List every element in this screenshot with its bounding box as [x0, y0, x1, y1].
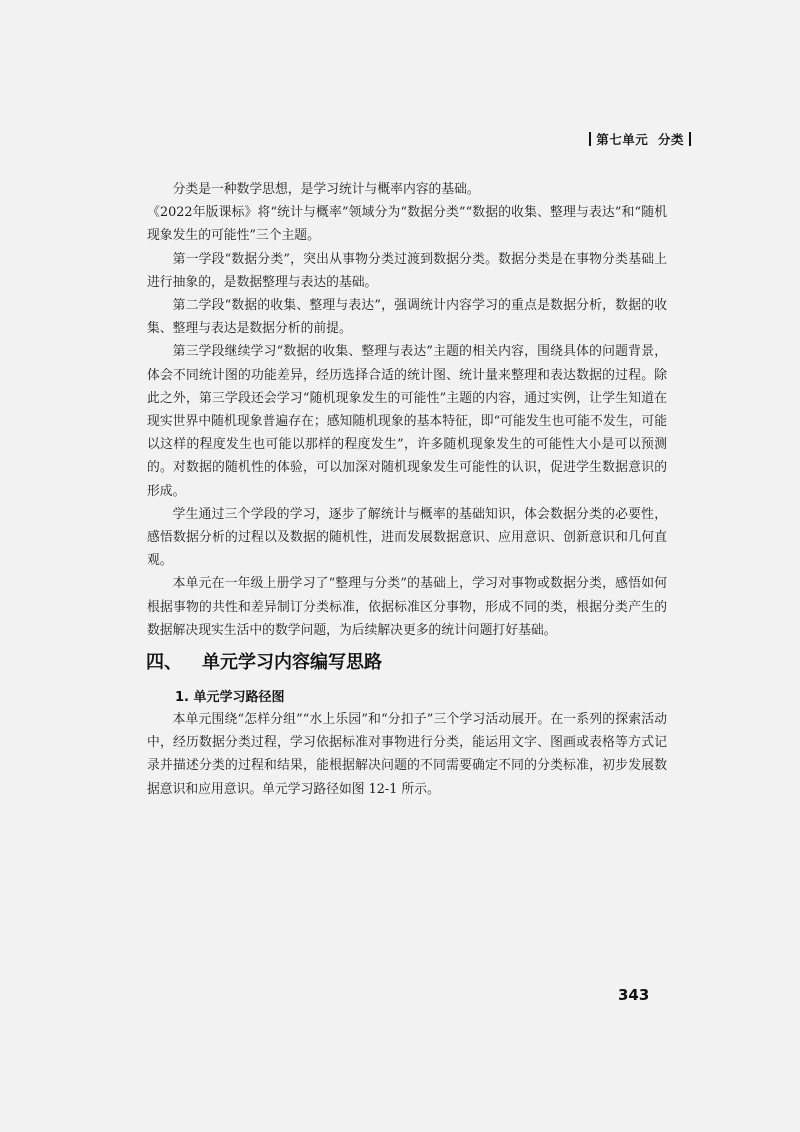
header-bar-right [689, 132, 691, 146]
paragraph: 第一学段“数据分类”，突出从事物分类过渡到数据分类。数据分类是在事物分类基础上进行抽象的，是数据整理与表达的基础。 [147, 251, 667, 290]
header-topic: 分类 [657, 132, 684, 147]
header-bar-left [589, 132, 591, 146]
paragraph: 分类是一种数学思想，是学习统计与概率内容的基础。 [172, 182, 480, 197]
paragraph: 学生通过三个学段的学习，逐步了解统计与概率的基础知识，体会数据分类的必要性，感悟数据分析的过程以及数据的随机性，进而发展数据意识、应用意识、创新意识和几何直观。 [147, 506, 667, 569]
section-number: 四、 [146, 652, 182, 673]
body-text [147, 178, 667, 642]
subsection-body [147, 708, 667, 801]
paragraph: 第二学段“数据的收集、整理与表达”，强调统计内容学习的重点是数据分析，数据的收集、整理与表达是数据分析的前提。 [147, 298, 667, 337]
paragraph: 本单元围绕“怎样分组”“水上乐园”和“分扣子”三个学习活动展开。在一系列的探索活动中，经历数据分类过程，学习依据标准对事物进行分类，能运用文字、图画或表格等方式记录并描述分类的过程和结果，能根据解决问题的不同需要确定不同的分类标准，初步发展数据意识和应用意识。单元学习路径如图 12-1 所示。 [147, 712, 667, 797]
header-unit: 第七单元 [596, 132, 649, 147]
subsection-heading: 1. 单元学习路径图 [175, 690, 285, 705]
paragraph: 本单元在一年级上册学习了“整理与分类”的基础上，学习对事物或数据分类，感悟如何根据事物的共性和差异制订分类标准，依据标准区分事物，形成不同的类，根据分类产生的数据解决现实生活中的数学问题，为后续解决更多的统计问题打好基础。 [147, 576, 667, 638]
paragraph: 《2022年版课标》将“统计与概率”领域分为“数据分类”“数据的收集、整理与表达”和“随机现象发生的可能性”三个主题。 [147, 205, 667, 244]
paragraph: 第三学段继续学习“数据的收集、整理与表达”主题的相关内容，围绕具体的问题背景，体会不同统计图的功能差异，经历选择合适的统计图、统计量来整理和表达数据的过程。除此之外，第三学段还会学习“随机现象发生的可能性”主题的内容，通过实例，让学生知道在现实世界中随机现象普遍存在；感知随机现象的基本特征，即“可能发生也可能不发生，可能以这样的程度发生也可能以那样的程度发生”，许多随机现象发生的可能性大小是可以预测的。对数据的随机性的体验，可以加深对随机现象发生可能性的认识，促进学生数据意识的形成。 [147, 344, 667, 499]
section-heading [146, 648, 382, 674]
page-number: 343 [618, 986, 650, 1004]
running-header [584, 130, 696, 148]
section-title: 单元学习内容编写思路 [202, 652, 382, 673]
